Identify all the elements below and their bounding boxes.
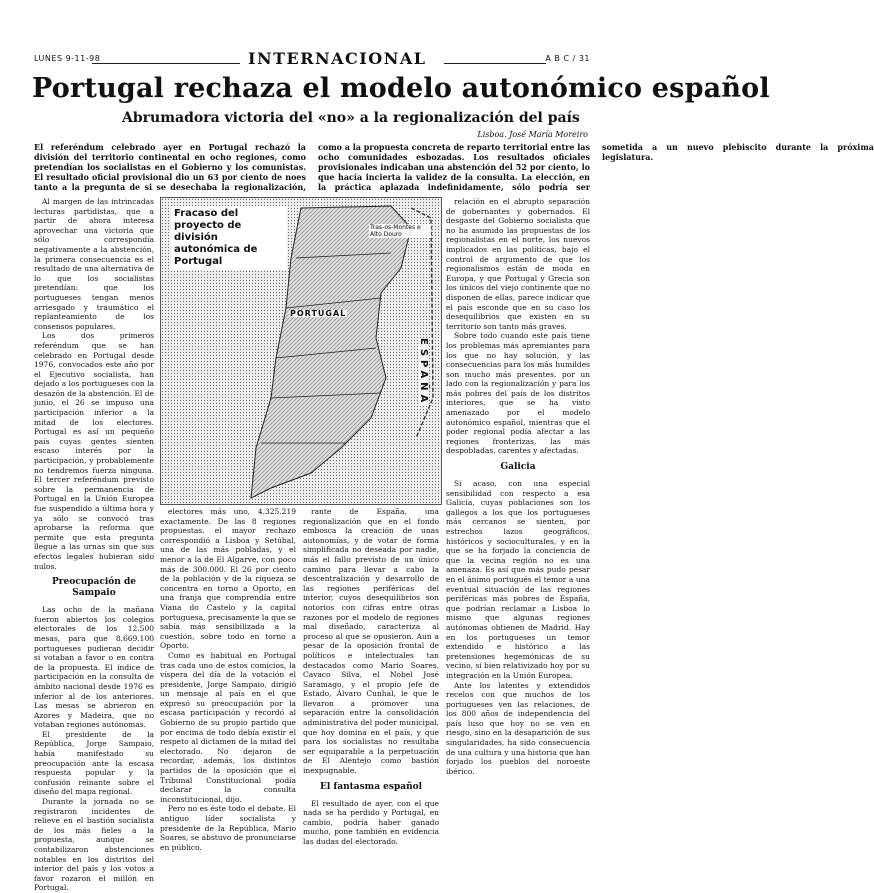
subheadline: Abrumadora victoria del «no» a la regionalización del país <box>122 110 580 126</box>
map-title: Fracaso del proyecto de división autonómica de Portugal <box>171 206 287 270</box>
paragraph: Como es habitual en Portugal tras cada uno de estos comicios, la víspera del día de la votación el presidente, Jorge Sampaio, dirigió un mensaje al país en el que expresó su preocupación por la escasa participación y recordó al Gobierno de su propio partido que por encima de todo debía existir el respeto al dictamen de la mitad del electorado. No dejaron de recordar, además, los distintos partidos de la oposición que el Tribunal Constitucional podía declarar la consulta inconstitucional, dijo. <box>160 650 296 804</box>
page-header <box>34 51 590 67</box>
paragraph: Los dos primeros referéndum que se han celebrado en Portugal desde 1976, convocados este año por el Ejecutivo socialista, han dejado a los portugueses con la desazón de la abstención. El de junio, el 26 se impuso una participación inferior a la mitad de los electores. Portugal es así un pequeño país cuyas gentes sienten escaso interés por la participación, y probablemente no tendremos fuerza ninguna. El tercer referéndum previsto sobre la permanencia de Portugal en la Unión Europea fue suspendido a última hora y ya sólo se convocó tras aprobarse la reforma que permite que esta pregunta llegue a las urnas sin que sus efectos legales hubieran sido nulos. <box>34 331 154 571</box>
paragraph: El presidente de la República, Jorge Sampaio, había manifestado su preocupación ante la escasa respuesta popular y la confusión reinante sobre el diseño del mapa regional. <box>34 729 154 797</box>
article-column-3 <box>303 507 439 845</box>
paragraph: Si acaso, con una especial sensibilidad con respecto a esa Galicia, cuyas poblaciones son los gallegos a los que los portugueses más cercanos se sienten, por estrechos lazos geográficos, históricos y socioculturales, y en la que se ha forjado la conciencia de que la vecina región no es una amenaza. Es así que más pudo pesar en el ánimo portugués el temor a una eventual situación de las regiones periféricas más pobres de España, que podrían reclamar a Lisboa lo mismo que algunas regiones autónomas obtienen de Madrid. Hay en los portugueses un temor extendido e histórico a las pretensiones hegemónicas de su vecino, si bien relativizado hoy por su integración en la Unión Europea. <box>446 479 590 680</box>
subheading: Preocupación de Sampaio <box>52 577 136 599</box>
map-label-portugal: PORTUGAL <box>290 309 347 318</box>
header-rule-right <box>444 63 546 64</box>
map-label-tras-os-montes: Tras-os-Montes e Alto Douro <box>369 224 431 238</box>
article-column-1 <box>34 197 154 893</box>
paragraph: Durante la jornada no se registraron incidentes de relieve en el bastión socialista de los más fieles a la propuesta, aunque se contabilizaron abstenciones notables en los distritos del interior del país y los votos a favor rozaron el millón en Portugal. <box>34 797 154 893</box>
article-column-2 <box>160 507 296 852</box>
section-title: INTERNACIONAL <box>248 49 427 68</box>
paragraph: rante de España, una regionalización que en el fondo embosca la creación de unas autonomías, y de votar de forma simplificada no deseada por nadie, más el fallo previsto de un único camino para llevar a cabo la descentralización y desarrollo de las regiones periféricas del interior, cuyos desequilibrios son notorios con cifras entre otras razones por el modelo de regiones mal diseñado, caracteriza al proceso al que se opusieron. Aun a pesar de la oposición frontal de políticos e intelectuales tan destacados como Mario Soares, Cavaco Silva, el Nobel José Saramago, y el propio jefe de Estado, Álvaro Cunhal, le que le llevaron a promover una separación entre la consolidación administrativa del poder municipal, que hoy domina en el país, y que para los socialistas no resultaba ser equiparable a la perpetuación de El Alentejo como bastión inexpugnable. <box>303 507 439 776</box>
regions-map <box>160 197 442 505</box>
paragraph: El resultado de ayer, con el que nada se ha perdido y Portugal, en cambio, podría haber ganado mucho, pone también en evidencia las dudas del electorado. <box>303 798 439 846</box>
issue-date: LUNES 9-11-98 <box>34 54 101 63</box>
header-rule-left <box>92 63 240 64</box>
paragraph: Sobre todo cuando este país tiene los problemas más apremiantes para los que no hay solución, y las consecuencias para los más humildes son mucho más presentes, por un lado con la regionalización y para los más pobres del país de los distritos interiores, que se ha visto amenazado por el modelo autonómico español, mientras que el poder regional podía afectar a las regiones fronterizas, las más despobladas, carentes y afectadas. <box>446 331 590 456</box>
paragraph: electores más uno, 4.325.219 exactamente. De las 8 regiones propuestas, el mayor rechazo correspondió a Lisboa y Setúbal, una de las más pobladas, y el menor a la de El Algarve, con poco más de 300.000. El 26 por ciento de la población y de la riqueza se concentra en torno a Oporto, en una franja que comprendía entre Viana do Castelo y la capital portuguesa, precisamente la que se sabía más sensibilizada a la cuestión, sobre todo en torno a Oporto. <box>160 507 296 651</box>
subheading: Galicia <box>500 462 536 473</box>
paragraph: relación en el abrupto separación de gobernantes y gobernados. El desgaste del Gobierno socialista que no ha asumido las propuestas de los regionalistas en el norte, los nuevos implicados en las políticas, bajo el control de argumento de que los regionalismos están de moda en Europa, y que Portugal y Grecia son los únicos del viejo continente que no disponen de ellas, parece indicar que el país esconde que en su caso los desequilibrios que existen en su territorio son tanto más graves. <box>446 197 590 331</box>
paragraph: Las ocho de la mañana fueron abiertos los colegios electorales de los 12.500 mesas, para que 8.669.100 portugueses pudieran decidir si votaban a favor o en contra de la propuesta. El índice de participación en la consulta de ámbito nacional desde 1976 es inferior al de los anteriores. Las mesas se abrieron en Azores y Madeira, que no votaban regiones autónomas. <box>34 605 154 730</box>
paragraph: Ante los latentes y extendidos recelos con que muchos de los portugueses ven las relaciones, de los 800 años de independencia del país luso que hoy no se ven en riesgo, sino en la desaparición de sus singularidades, ha sido consecuencia de una cultura y una historia que han forjado los pueblos del noroeste ibérico. <box>446 680 590 776</box>
subheading: El fantasma español <box>319 781 423 792</box>
paragraph: Pero no es éste todo el debate. El antiguo líder socialista y presidente de la República, Mario Soares, se abstuvo de pronunciarse en público. <box>160 804 296 852</box>
headline: Portugal rechaza el modelo autonómico español <box>32 73 770 104</box>
page-number: A B C / 31 <box>545 54 590 63</box>
byline: Lisboa. José María Moreiro <box>477 130 588 139</box>
article-column-4 <box>446 197 590 845</box>
paragraph: Al margen de las intrincadas lecturas partidistas, que a partir de ahora interesa aprovechar una victoria que sólo correspondía negativamente a la abstención, la primera consecuencia es el resultado de una alternativa de lo que los socialistas pretendían: que los portugueses tengan menos arriesgado y traumático el replanteamiento de los consensos populares. <box>34 197 154 331</box>
map-label-espana: ESPAÑA <box>418 338 429 407</box>
lede-paragraph: El referéndum celebrado ayer en Portugal rechazó la división del territorio continental en ocho regiones, como pretendían los socialistas en el Gobierno y los comunistas. El resultado oficial provisional dio un 63 por ciento de noes tanto a la pregunta de si se desechaba la regionalización, como a la propuesta concreta de reparto territorial entre las ocho comunidades esbozadas. Los resultados oficiales provisionales indicaban una abstención del 52 por ciento, lo que hacía incierta la validez de la consulta. La elección, en la práctica aplazada indefinidamente, sólo podría ser sometida a un nuevo plebiscito durante la próxima legislatura. <box>34 142 874 192</box>
